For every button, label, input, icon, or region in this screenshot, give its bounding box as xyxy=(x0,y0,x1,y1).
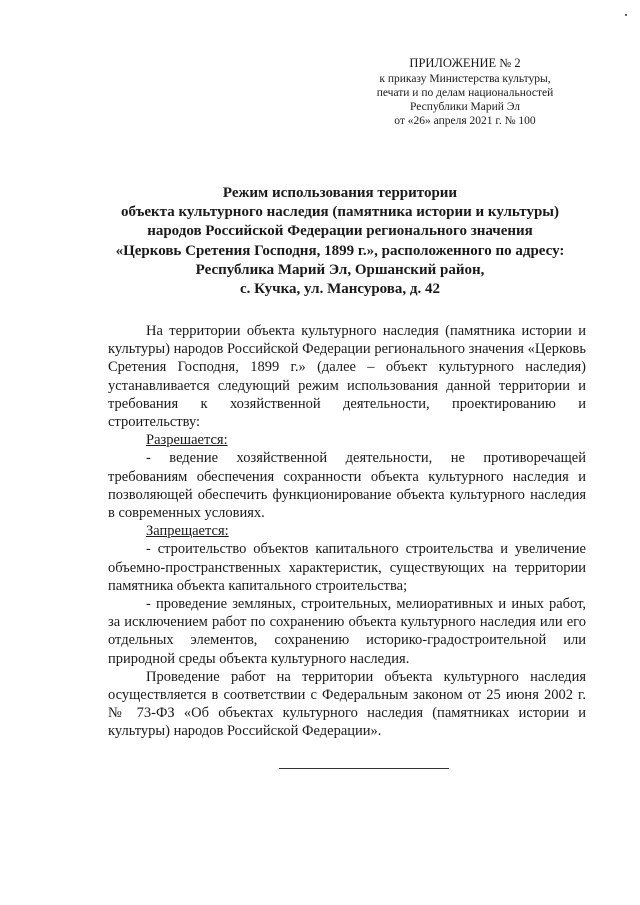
appendix-line: от «26» апреля 2021 г. № 100 xyxy=(394,115,536,127)
title-line: «Церковь Сретения Господня, 1899 г.», расположенного по адресу: xyxy=(115,242,565,259)
forbidden-item: - проведение земляных, строительных, мелиоративных и иных работ, за исключением работ по сохранению объекта культурного наследия или его отдельных элементов, сохранению историко-градостроительной или природной среды объекта культурного наследия. xyxy=(108,596,586,667)
allowed-heading-text: Разрешается: xyxy=(146,432,228,449)
end-rule xyxy=(279,768,449,769)
title-line: Республика Марий Эл, Оршанский район, xyxy=(195,261,485,278)
allowed-item: - ведение хозяйственной деятельности, не противоречащей требованиям обеспечения сохранности объекта культурного наследия и позволяющей обеспечить функционирование объекта культурного наследия в современных условиях. xyxy=(108,450,586,522)
title-line: объекта культурного наследия (памятника истории и культуры) xyxy=(120,204,559,221)
title-line: народов Российской Федерации регионального значения xyxy=(147,223,533,240)
appendix-line: Республики Марий Эл xyxy=(409,101,520,113)
appendix-title: ПРИЛОЖЕНИЕ № 2 xyxy=(409,56,521,70)
allowed-heading xyxy=(108,431,586,449)
title-line: с. Кучка, ул. Мансурова, д. 42 xyxy=(240,281,440,298)
forbidden-heading-text: Запрещается: xyxy=(146,523,229,540)
document-body xyxy=(108,322,586,741)
forbidden-item: - строительство объектов капитального строительства и увеличение объемно-пространственных характеристик, существующих на территории памятника объекта капитального строительства; xyxy=(108,541,586,594)
intro-paragraph: На территории объекта культурного наследия (памятника истории и культуры) народов Российской Федерации регионального значения «Церковь Сретения Господня, 1899 г.» (далее – объект культурного наследия) устанавливается следующий режим использования данной территории и требования к хозяйственной деятельности, проектированию и строительству: xyxy=(108,323,586,431)
forbidden-heading xyxy=(108,522,586,540)
appendix-header xyxy=(340,56,590,128)
document-title xyxy=(60,184,620,299)
scan-speck xyxy=(625,14,627,16)
appendix-line: печати и по делам национальностей xyxy=(376,87,554,99)
title-line: Режим использования территории xyxy=(222,185,458,201)
closing-paragraph: Проведение работ на территории объекта культурного наследия осуществляется в соответствии с Федеральным законом от 25 июня 2002 г. № 73-ФЗ «Об объектах культурного наследия (памятниках истории и культуры) народов Российской Федерации». xyxy=(108,668,586,740)
appendix-line: к приказу Министерства культуры, xyxy=(379,73,551,85)
